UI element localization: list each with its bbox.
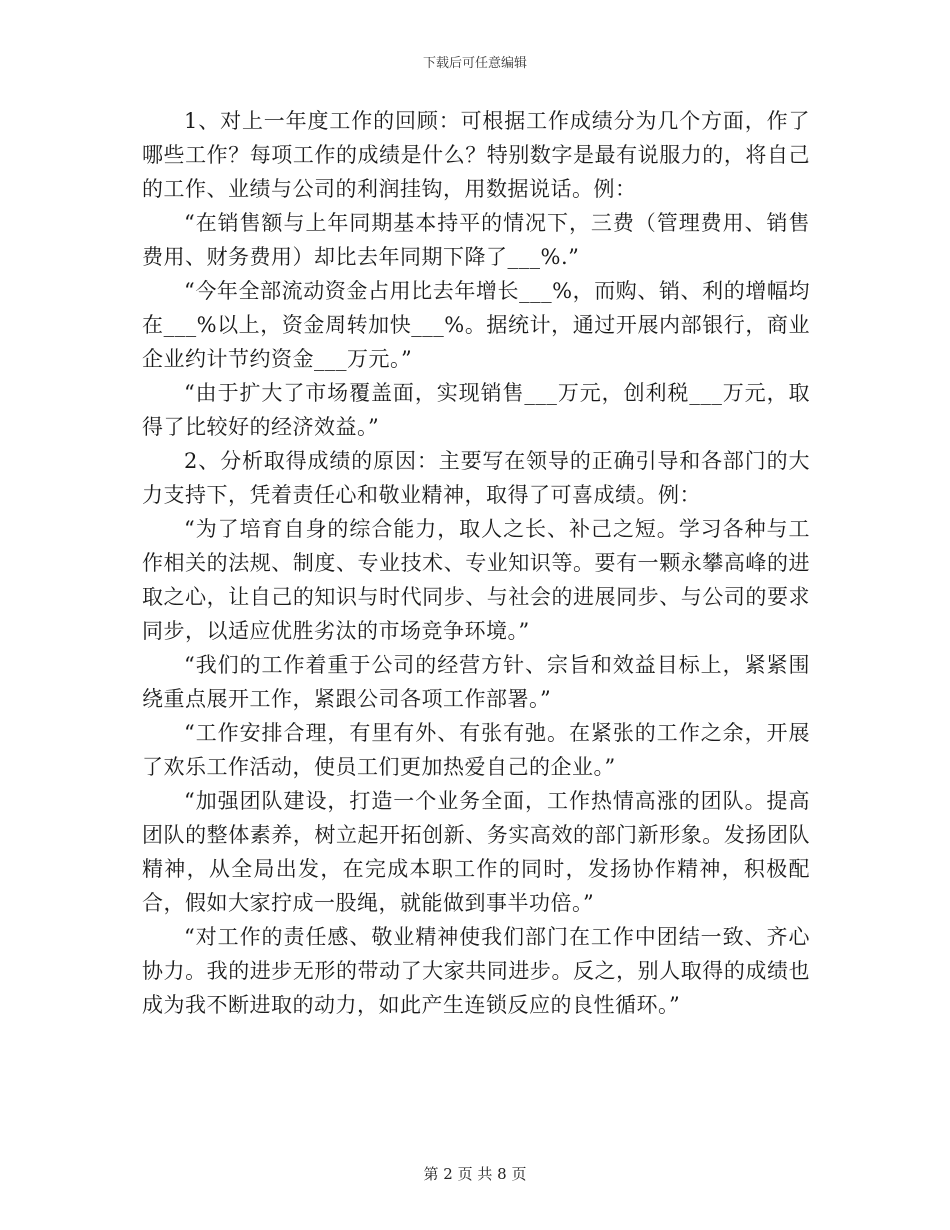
page-footer: 第 2 页 共 8 页 <box>423 1165 527 1183</box>
paragraph-quote-sales: “由于扩大了市场覆盖面，实现销售___万元，创利税___万元，取得了比较好的经济效益。” <box>142 381 810 439</box>
paragraph-review: 1、对上一年度工作的回顾：可根据工作成绩分为几个方面，作了哪些工作？每项工作的成绩是什么？特别数字是最有说服力的，将自己的工作、业绩与公司的利润挂钩，用数据说话。例： <box>142 109 810 201</box>
paragraph-analysis: 2、分析取得成绩的原因：主要写在领导的正确引导和各部门的大力支持下，凭着责任心和敬业精神，取得了可喜成绩。例： <box>142 449 810 507</box>
paragraph-quote-team: “加强团队建设，打造一个业务全面，工作热情高涨的团队。提高团队的整体素养，树立起开拓创新、务实高效的部门新形象。发扬团队精神，从全局出发，在完成本职工作的同时，发扬协作精神，积极配合，假如大家拧成一股绳，就能做到事半功倍。” <box>142 789 810 915</box>
paragraph-quote-responsibility: “对工作的责任感、敬业精神使我们部门在工作中团结一致、齐心协力。我的进步无形的带动了大家共同进步。反之，别人取得的成绩也成为我不断进取的动力，如此产生连锁反应的良性循环。” <box>142 925 810 1017</box>
paragraph-quote-arrangement: “工作安排合理，有里有外、有张有弛。在紧张的工作之余，开展了欢乐工作活动，使员工们更加热爱自己的企业。” <box>142 721 810 779</box>
paragraph-quote-capital: “今年全部流动资金占用比去年增长___%，而购、销、利的增幅均在___%以上，资金周转加快___%。据统计，通过开展内部银行，商业企业约计节约资金___万元。” <box>142 279 810 371</box>
paragraph-quote-focus: “我们的工作着重于公司的经营方针、宗旨和效益目标上，紧紧围绕重点展开工作，紧跟公司各项工作部署。” <box>142 653 810 711</box>
paragraph-quote-expenses: “在销售额与上年同期基本持平的情况下，三费（管理费用、销售费用、财务费用）却比去年同期下降了___%.” <box>142 211 810 269</box>
paragraph-quote-learning: “为了培育自身的综合能力，取人之长、补己之短。学习各种与工作相关的法规、制度、专业技术、专业知识等。要有一颗永攀高峰的进取之心，让自己的知识与时代同步、与社会的进展同步、与公司的要求同步，以适应优胜劣汰的市场竞争环境。” <box>142 517 810 643</box>
page-header: 下载后可任意编辑 <box>422 56 527 71</box>
document-body <box>142 104 810 1022</box>
